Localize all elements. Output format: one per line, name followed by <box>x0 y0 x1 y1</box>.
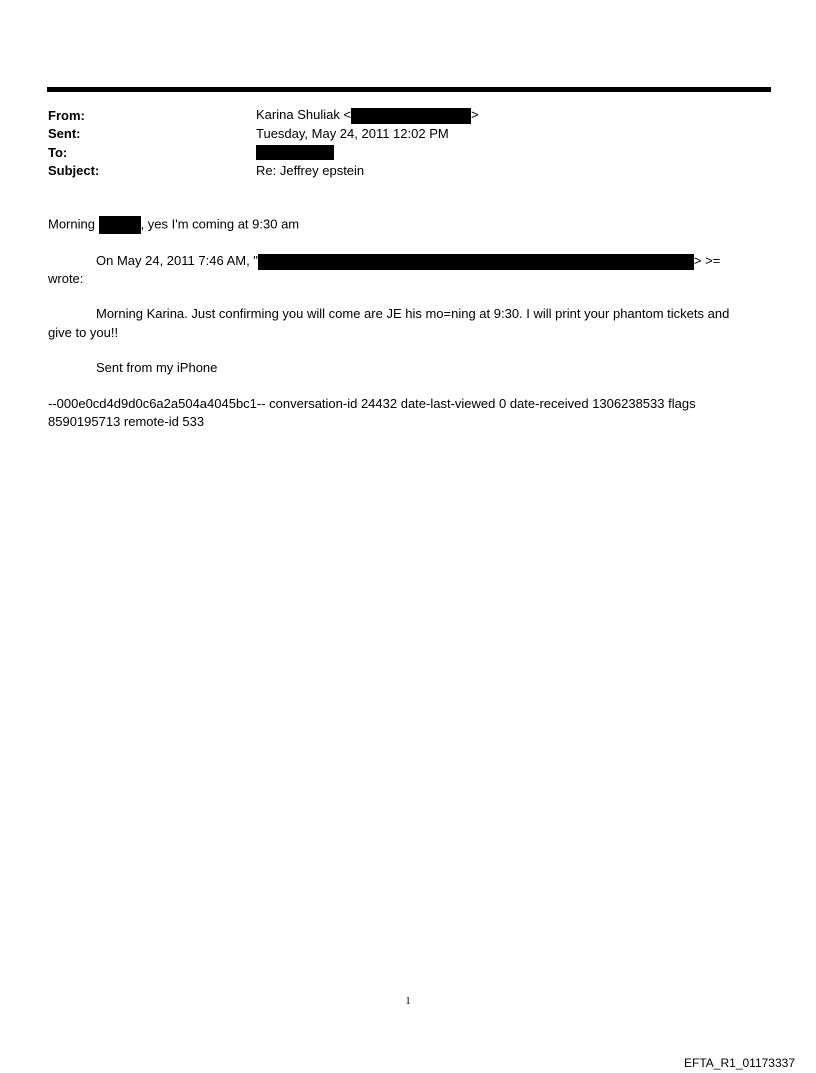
subject-label: Subject: <box>48 163 100 178</box>
reply-line <box>48 216 299 234</box>
meta-line-1: --000e0cd4d9d0c6a2a504a4045bc1-- conversation-id 24432 date-last-viewed 0 date-received 1306238533 flags <box>48 396 696 411</box>
quote-wrote: wrote: <box>48 271 84 286</box>
to-label: To: <box>48 145 68 160</box>
quoted-line-1: Morning Karina. Just confirming you will come are JE his mo=ning at 9:30. I will print your phantom tickets and <box>96 306 730 321</box>
sent-label: Sent: <box>48 126 81 141</box>
redaction-block <box>99 216 141 234</box>
redaction-block <box>258 254 694 270</box>
from-value <box>256 107 479 124</box>
to-value <box>256 144 334 160</box>
from-end: > <box>471 107 479 122</box>
reply-end: , yes I'm coming at 9:30 am <box>140 216 300 232</box>
quote-intro-text: On May 24, 2011 7:46 AM, " <box>96 253 258 268</box>
reply-start: Morning <box>48 216 99 232</box>
sent-value: Tuesday, May 24, 2011 12:02 PM <box>256 126 449 141</box>
redaction-block <box>351 108 471 124</box>
header-rule <box>47 87 771 92</box>
subject-value: Re: Jeffrey epstein <box>256 163 365 178</box>
quoted-line-2: give to you!! <box>48 325 119 340</box>
signature: Sent from my iPhone <box>96 360 218 375</box>
page-number: 1 <box>405 995 411 1007</box>
quote-intro-end: > >= <box>693 253 721 268</box>
meta-line-2: 8590195713 remote-id 533 <box>48 414 205 429</box>
bates-number: EFTA_R1_01173337 <box>684 1056 795 1070</box>
quote-intro <box>96 253 720 270</box>
from-label: From: <box>48 108 85 123</box>
redaction-block <box>256 145 334 160</box>
from-name: Karina Shuliak < <box>256 107 352 122</box>
